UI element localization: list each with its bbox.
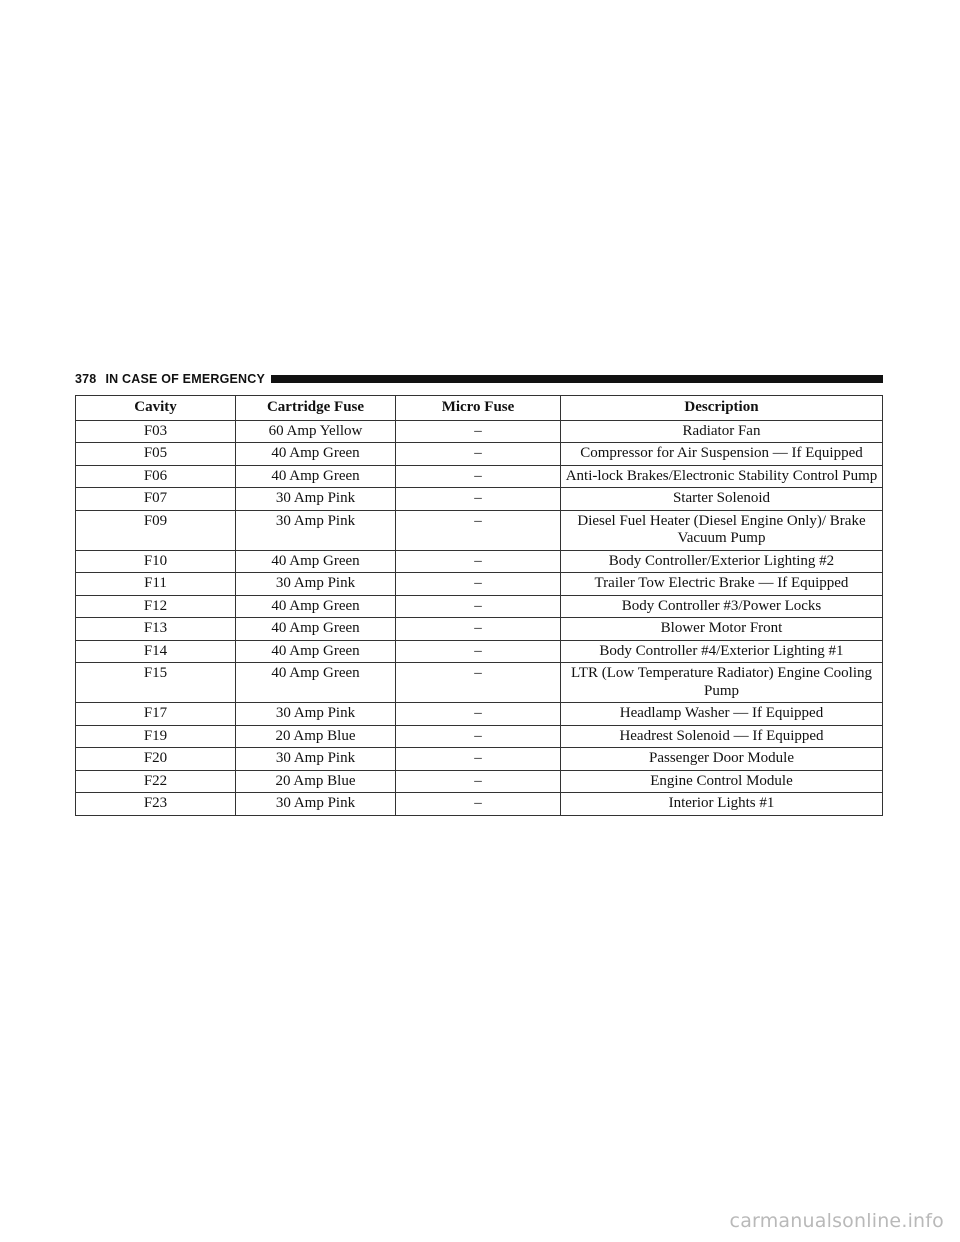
- cavity-cell: F05: [76, 443, 236, 466]
- table-row: [76, 443, 883, 466]
- micro-fuse-cell: –: [396, 725, 561, 748]
- table-row: [76, 550, 883, 573]
- table-row: [76, 793, 883, 816]
- cavity-cell: F09: [76, 510, 236, 550]
- column-header-cartridge-fuse: Cartridge Fuse: [236, 396, 396, 421]
- description-cell: Blower Motor Front: [561, 618, 883, 641]
- cartridge-fuse-cell: 30 Amp Pink: [236, 748, 396, 771]
- table-row: [76, 573, 883, 596]
- cavity-cell: F23: [76, 793, 236, 816]
- cavity-cell: F10: [76, 550, 236, 573]
- page-header: [75, 371, 883, 387]
- cartridge-fuse-cell: 40 Amp Green: [236, 640, 396, 663]
- micro-fuse-cell: –: [396, 595, 561, 618]
- cavity-cell: F13: [76, 618, 236, 641]
- micro-fuse-cell: –: [396, 488, 561, 511]
- micro-fuse-cell: –: [396, 550, 561, 573]
- cartridge-fuse-cell: 30 Amp Pink: [236, 488, 396, 511]
- cavity-cell: F22: [76, 770, 236, 793]
- micro-fuse-cell: –: [396, 618, 561, 641]
- cartridge-fuse-cell: 30 Amp Pink: [236, 573, 396, 596]
- header-rule: [271, 375, 883, 383]
- micro-fuse-cell: –: [396, 770, 561, 793]
- micro-fuse-cell: –: [396, 573, 561, 596]
- table-row: [76, 465, 883, 488]
- description-cell: Body Controller #3/Power Locks: [561, 595, 883, 618]
- description-cell: Radiator Fan: [561, 420, 883, 443]
- cavity-cell: F15: [76, 663, 236, 703]
- watermark: carmanualsonline.info: [729, 1210, 944, 1232]
- table-row: [76, 725, 883, 748]
- table-header-row: [76, 396, 883, 421]
- micro-fuse-cell: –: [396, 465, 561, 488]
- description-cell: Passenger Door Module: [561, 748, 883, 771]
- table-row: [76, 640, 883, 663]
- cavity-cell: F19: [76, 725, 236, 748]
- table-row: [76, 488, 883, 511]
- cavity-cell: F20: [76, 748, 236, 771]
- table-row: [76, 770, 883, 793]
- description-cell: Body Controller #4/Exterior Lighting #1: [561, 640, 883, 663]
- description-cell: LTR (Low Temperature Radiator) Engine Cooling Pump: [561, 663, 883, 703]
- table-row: [76, 663, 883, 703]
- micro-fuse-cell: –: [396, 640, 561, 663]
- table-row: [76, 703, 883, 726]
- fuse-table: [75, 395, 883, 816]
- description-cell: Trailer Tow Electric Brake — If Equipped: [561, 573, 883, 596]
- cavity-cell: F06: [76, 465, 236, 488]
- cartridge-fuse-cell: 20 Amp Blue: [236, 725, 396, 748]
- micro-fuse-cell: –: [396, 663, 561, 703]
- cartridge-fuse-cell: 40 Amp Green: [236, 443, 396, 466]
- table-row: [76, 618, 883, 641]
- table-row: [76, 748, 883, 771]
- cavity-cell: F17: [76, 703, 236, 726]
- cavity-cell: F14: [76, 640, 236, 663]
- description-cell: Headrest Solenoid — If Equipped: [561, 725, 883, 748]
- description-cell: Compressor for Air Suspension — If Equipped: [561, 443, 883, 466]
- column-header-cavity: Cavity: [76, 396, 236, 421]
- cartridge-fuse-cell: 40 Amp Green: [236, 595, 396, 618]
- micro-fuse-cell: –: [396, 420, 561, 443]
- cartridge-fuse-cell: 40 Amp Green: [236, 465, 396, 488]
- cavity-cell: F03: [76, 420, 236, 443]
- description-cell: Engine Control Module: [561, 770, 883, 793]
- cartridge-fuse-cell: 20 Amp Blue: [236, 770, 396, 793]
- table-row: [76, 595, 883, 618]
- column-header-description: Description: [561, 396, 883, 421]
- micro-fuse-cell: –: [396, 793, 561, 816]
- column-header-micro-fuse: Micro Fuse: [396, 396, 561, 421]
- cavity-cell: F07: [76, 488, 236, 511]
- description-cell: Interior Lights #1: [561, 793, 883, 816]
- description-cell: Diesel Fuel Heater (Diesel Engine Only)/ Brake Vacuum Pump: [561, 510, 883, 550]
- cartridge-fuse-cell: 40 Amp Green: [236, 550, 396, 573]
- micro-fuse-cell: –: [396, 443, 561, 466]
- page-number: 378: [75, 372, 97, 386]
- description-cell: Headlamp Washer — If Equipped: [561, 703, 883, 726]
- section-title: IN CASE OF EMERGENCY: [105, 372, 266, 386]
- cartridge-fuse-cell: 40 Amp Green: [236, 618, 396, 641]
- cavity-cell: F11: [76, 573, 236, 596]
- table-row: [76, 420, 883, 443]
- description-cell: Starter Solenoid: [561, 488, 883, 511]
- cartridge-fuse-cell: 30 Amp Pink: [236, 510, 396, 550]
- micro-fuse-cell: –: [396, 748, 561, 771]
- cartridge-fuse-cell: 40 Amp Green: [236, 663, 396, 703]
- cartridge-fuse-cell: 30 Amp Pink: [236, 703, 396, 726]
- cartridge-fuse-cell: 30 Amp Pink: [236, 793, 396, 816]
- table-row: [76, 510, 883, 550]
- cavity-cell: F12: [76, 595, 236, 618]
- micro-fuse-cell: –: [396, 703, 561, 726]
- description-cell: Body Controller/Exterior Lighting #2: [561, 550, 883, 573]
- cartridge-fuse-cell: 60 Amp Yellow: [236, 420, 396, 443]
- description-cell: Anti-lock Brakes/Electronic Stability Control Pump: [561, 465, 883, 488]
- table-body: [76, 420, 883, 815]
- micro-fuse-cell: –: [396, 510, 561, 550]
